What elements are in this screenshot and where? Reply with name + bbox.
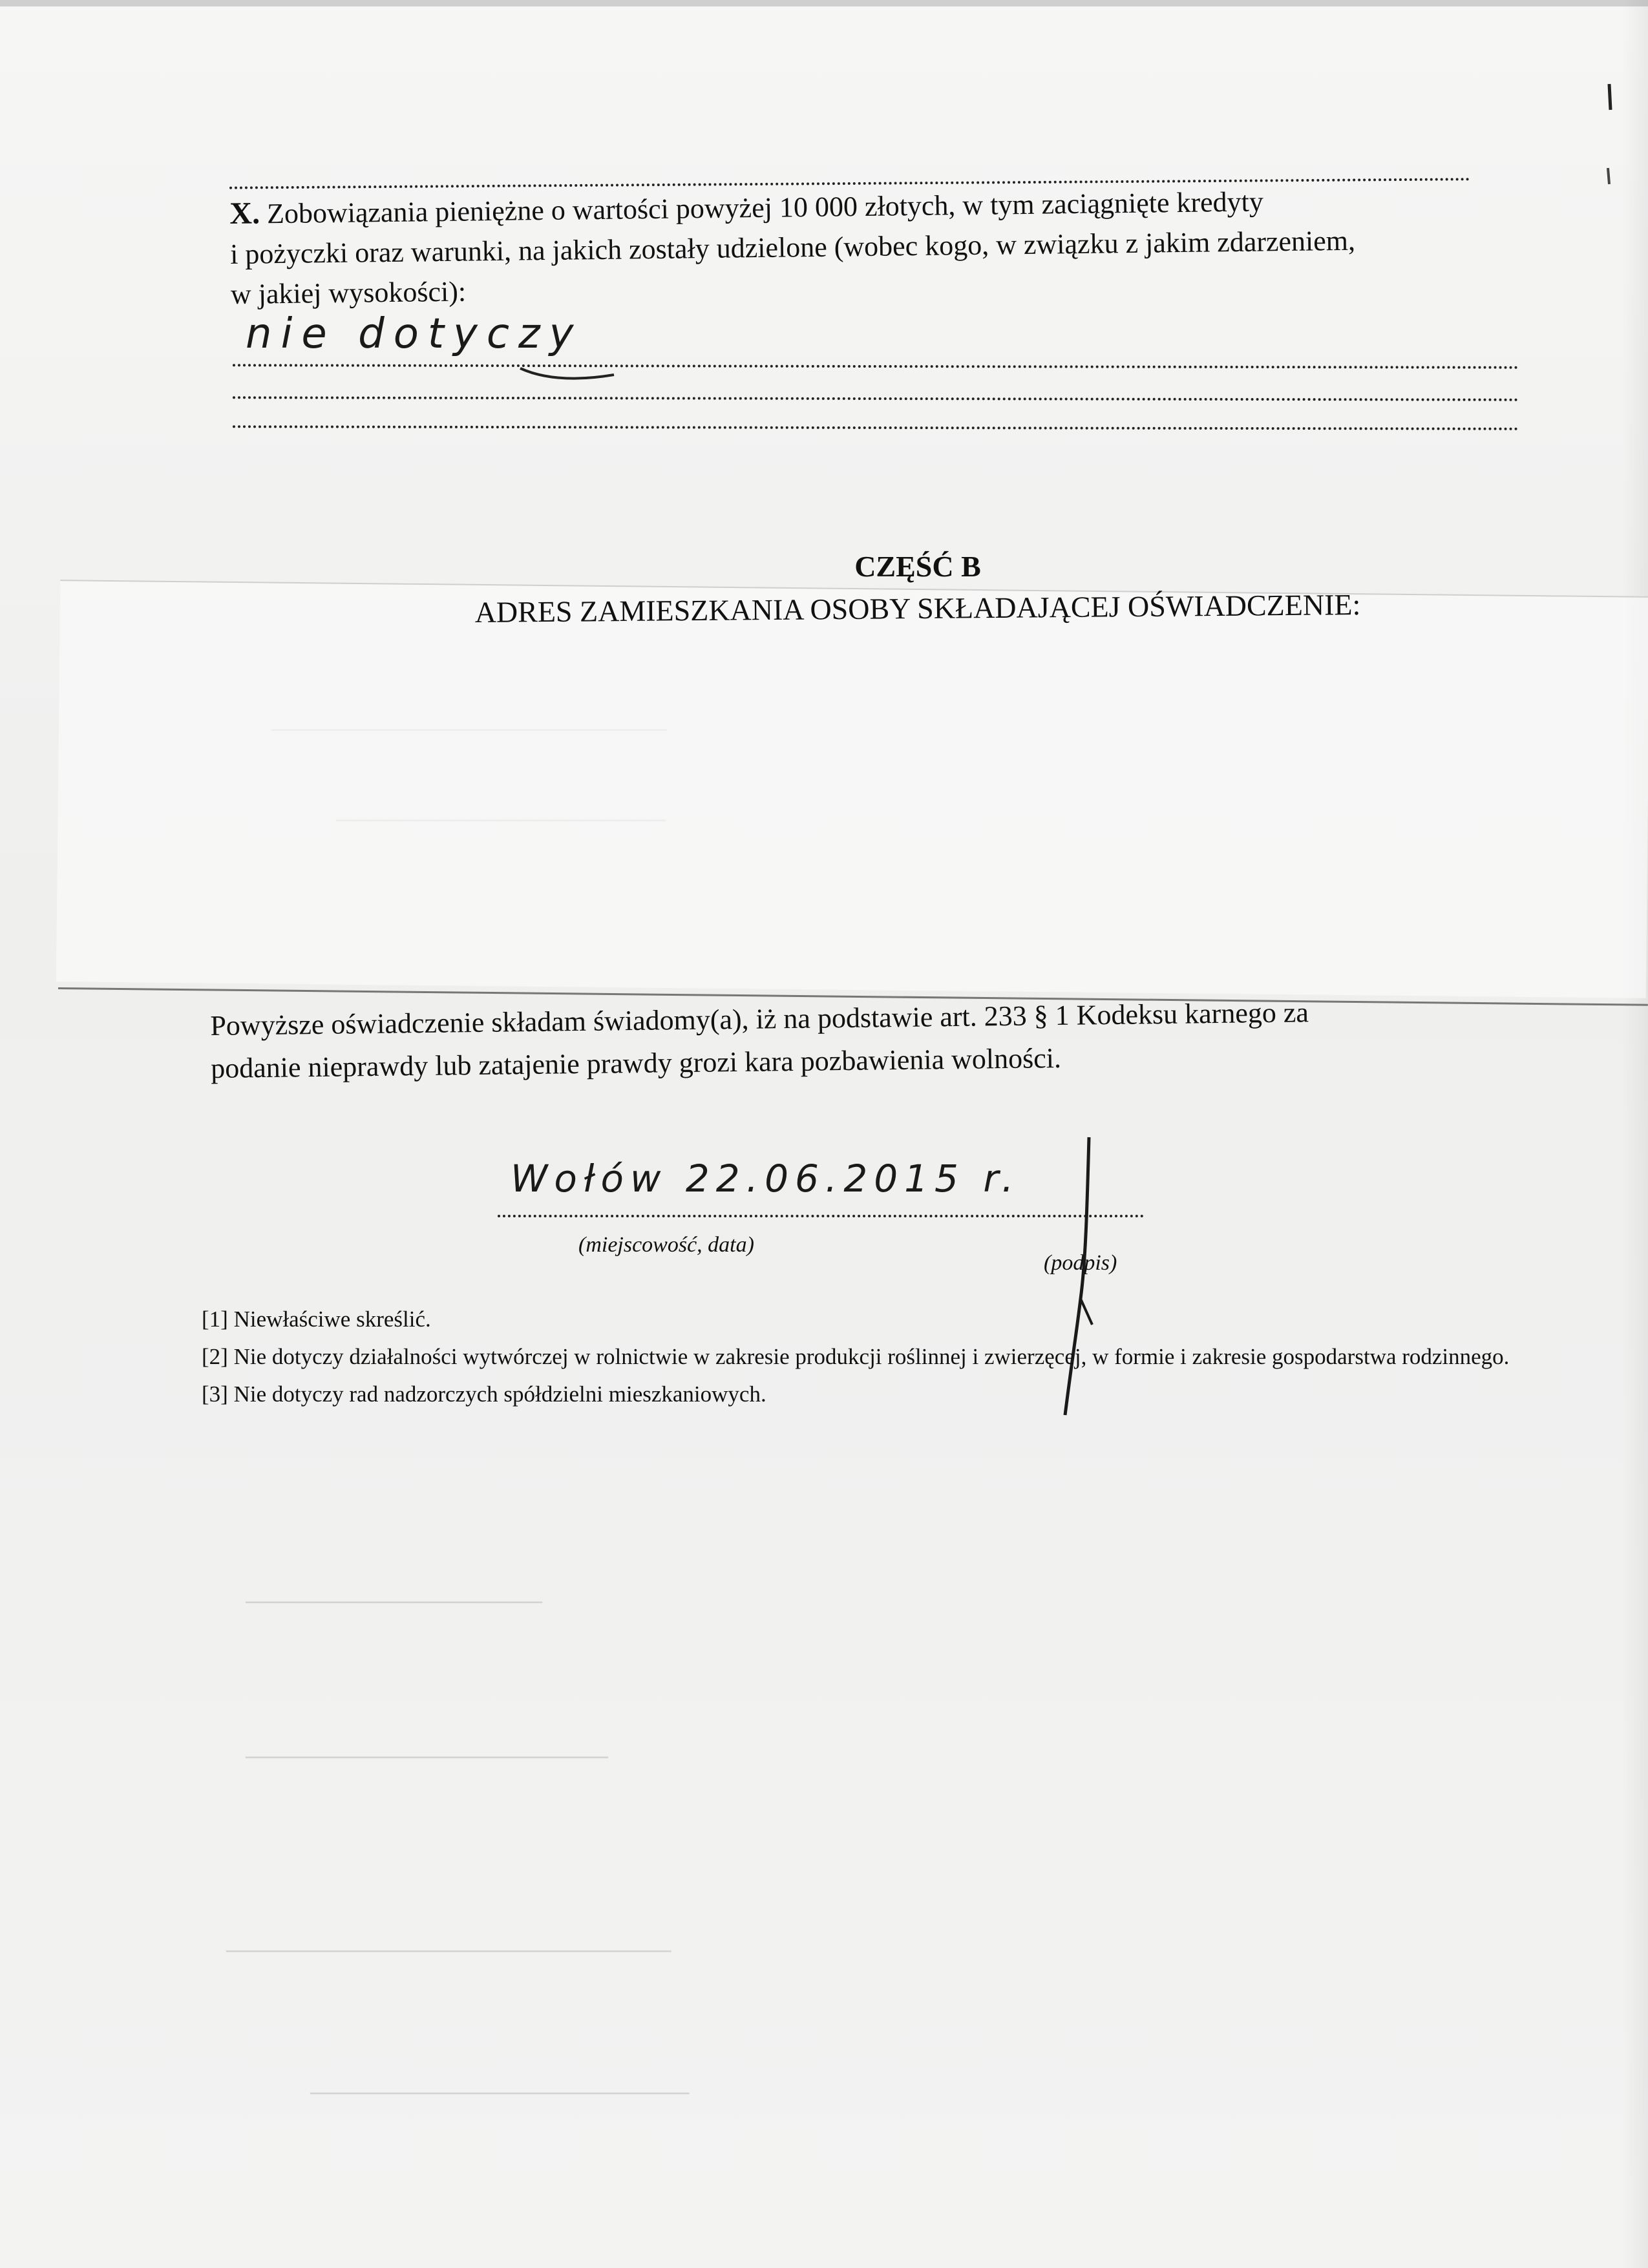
answer-dotted-line-1 <box>233 364 1519 368</box>
section-x-line-3: w jakiej wysokości): <box>230 275 467 310</box>
bleed-through-texture: ────────────────── ────────────────────── ─────────────────────────── ─────────────────────── <box>226 1590 690 2107</box>
answer-dotted-line-3 <box>233 425 1519 430</box>
handwritten-answer: nie dotyczy <box>246 310 583 358</box>
scan-top-edge <box>0 0 1648 6</box>
footnote-1: [1] Niewłaściwe skreślić. <box>202 1307 431 1332</box>
declaration-text <box>210 989 1516 1090</box>
part-b-title: CZĘŚĆ B <box>854 550 981 583</box>
section-x <box>229 178 1536 315</box>
section-number: X. <box>229 196 260 231</box>
part-b-subtitle: ADRES ZAMIESZKANIA OSOBY SKŁADAJĄCEJ OŚWIADCZENIE: <box>474 588 1361 629</box>
place-date-label: (miejscowość, data) <box>578 1233 754 1257</box>
declaration-line-2: podanie nieprawdy lub zatajenie prawdy grozi kara pozbawienia wolności. <box>210 1042 1062 1084</box>
scan-speck-marks <box>1596 71 1622 187</box>
scan-right-shadow <box>1622 0 1648 2268</box>
section-x-line-2: i pożyczki oraz warunki, na jakich zostały udzielone (wobec kogo, w związku z jakim zdarzeniem, <box>229 224 1356 270</box>
answer-dotted-line-2 <box>233 396 1519 401</box>
footnote-2: [2] Nie dotyczy działalności wytwórczej w rolnictwie w zakresie produkcji roślinnej i zwierzęcej, w formie i zakresie gospodarstwa rodzinnego. <box>202 1344 1510 1369</box>
signature-label: (podpis) <box>1044 1251 1117 1275</box>
handwriting-underline <box>517 349 620 388</box>
declaration-line-1: Powyższe oświadczenie składam świadomy(a), iż na podstawie art. 233 § 1 Kodeksu karnego za <box>210 996 1309 1042</box>
footnotes <box>202 1305 1559 1418</box>
place-date-dotted-line <box>498 1215 1144 1217</box>
handwritten-place-date: Wołów 22.06.2015 r. <box>511 1157 1020 1201</box>
section-x-line-1: X. Zobowiązania pieniężne o wartości powyżej 10 000 złotych, w tym zaciągnięte kredyty <box>229 185 1264 231</box>
pasted-paper-strip <box>56 580 1648 998</box>
footnote-3: [3] Nie dotyczy rad nadzorczych spółdzielni mieszkaniowych. <box>202 1381 766 1407</box>
